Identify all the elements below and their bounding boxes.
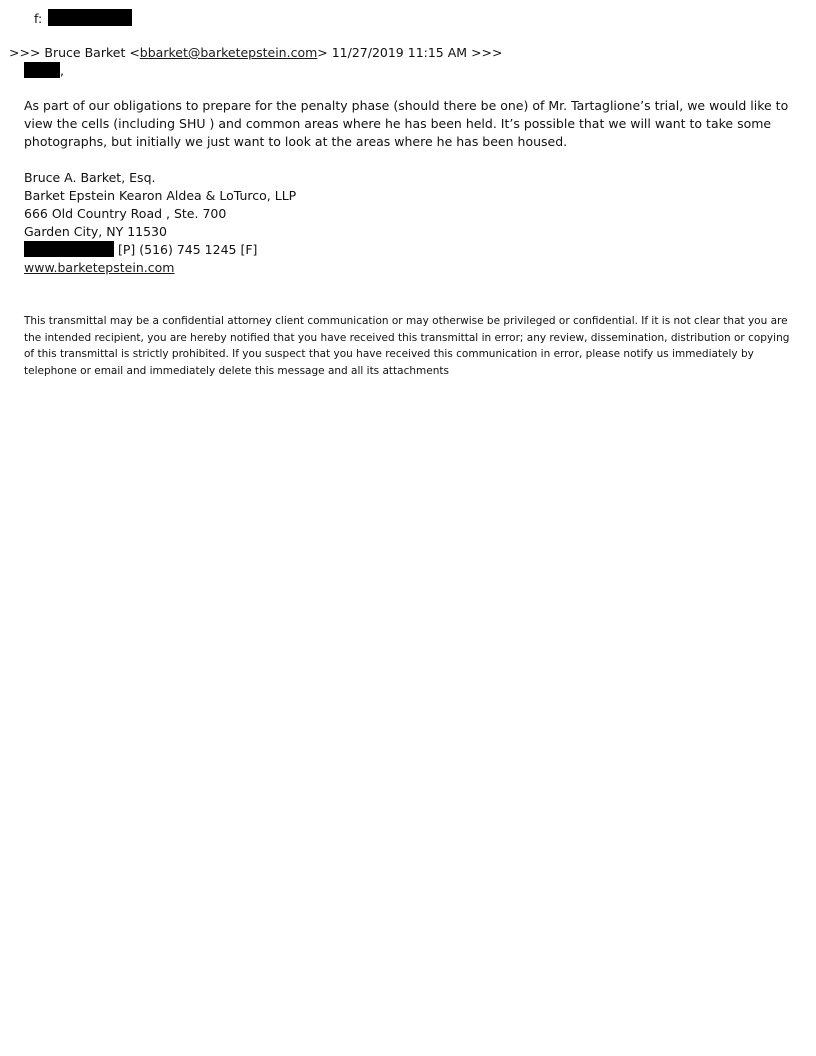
salutation bbox=[24, 62, 64, 80]
confidentiality-disclaimer: This transmittal may be a confidential attorney client communication or may otherwise be privileged or confidential. If it is not clear that you are the intended recipient, you are hereby notified that you have received this transmittal in error; any review, dissemination, distribution or copying of this transmittal is strictly prohibited. If you suspect that you have received this communication in error, please notify us immediately by telephone or email and immediately delete this message and all its attachments bbox=[24, 315, 790, 377]
signature-address-line2: Garden City, NY 11530 bbox=[24, 224, 167, 239]
website-link[interactable]: www.barketepstein.com bbox=[24, 260, 175, 275]
signature-address-line1: 666 Old Country Road , Ste. 700 bbox=[24, 206, 227, 221]
phone-fax: [P] (516) 745 1245 [F] bbox=[117, 242, 258, 257]
from-label: f: bbox=[34, 11, 43, 26]
from-line bbox=[34, 9, 132, 28]
signature-phone-line bbox=[24, 241, 257, 259]
sender-email-link[interactable]: bbarket@barketepstein.com bbox=[139, 45, 318, 60]
redaction-box bbox=[24, 62, 60, 78]
signature-firm: Barket Epstein Kearon Aldea & LoTurco, LLP bbox=[24, 188, 297, 203]
redaction-box bbox=[48, 9, 132, 26]
website-line bbox=[24, 259, 174, 277]
forward-prefix: >>> bbox=[9, 45, 41, 60]
message-body bbox=[24, 97, 794, 151]
sender-name: Bruce Barket bbox=[44, 45, 126, 60]
timestamp: 11/27/2019 11:15 AM bbox=[331, 45, 468, 60]
signature-name: Bruce A. Barket, Esq. bbox=[24, 170, 156, 185]
salutation-comma: , bbox=[60, 63, 64, 78]
forward-suffix: >>> bbox=[471, 45, 503, 60]
forward-header: >>> Bruce Barket <bbarket@barketepstein.com> 11/27/2019 11:15 AM >>> bbox=[9, 45, 503, 60]
body-paragraph: As part of our obligations to prepare for the penalty phase (should there be one) of Mr. Tartaglione’s trial, we would like to view the cells (including SHU ) and common areas where he has been held. It’s possible that we will want to take some photographs, but initially we just want to look at the areas where he has been housed. bbox=[24, 98, 789, 149]
redaction-box bbox=[24, 241, 114, 257]
